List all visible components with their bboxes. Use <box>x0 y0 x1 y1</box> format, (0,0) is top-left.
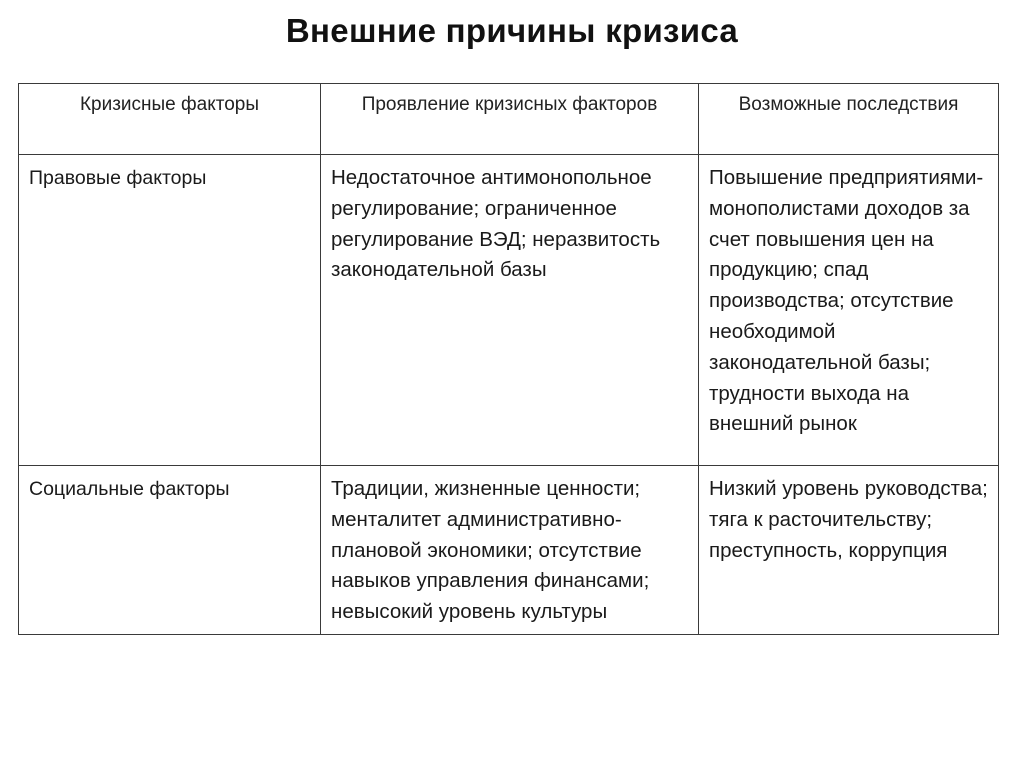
crisis-causes-table <box>18 83 999 635</box>
table-row <box>19 466 999 635</box>
table-header-row <box>19 84 999 155</box>
header-crisis-factors: Кризисные факторы <box>19 84 321 155</box>
cell-factor: Социальные факторы <box>19 466 321 635</box>
cell-manifestation: Недостаточное антимонопольное регулирование; ограниченное регулирование ВЭД; неразвитость законодательной базы <box>321 155 699 466</box>
cell-consequences: Низкий уровень руководства; тяга к расточительству; преступность, коррупция <box>699 466 999 635</box>
table-row <box>19 155 999 466</box>
header-consequences: Возможные последствия <box>699 84 999 155</box>
page-title: Внешние причины кризиса <box>285 12 739 49</box>
header-manifestation: Проявление кризисных факторов <box>321 84 699 155</box>
cell-consequences: Повышение предприятиями-монополистами доходов за счет повышения цен на продукцию; спад производства; отсутствие необходимой законодательной базы; трудности выхода на внешний рынок <box>699 155 999 466</box>
cell-manifestation: Традиции, жизненные ценности; менталитет административно-плановой экономики; отсутствие навыков управления финансами; невысокий уровень культуры <box>321 466 699 635</box>
cell-factor: Правовые факторы <box>19 155 321 466</box>
